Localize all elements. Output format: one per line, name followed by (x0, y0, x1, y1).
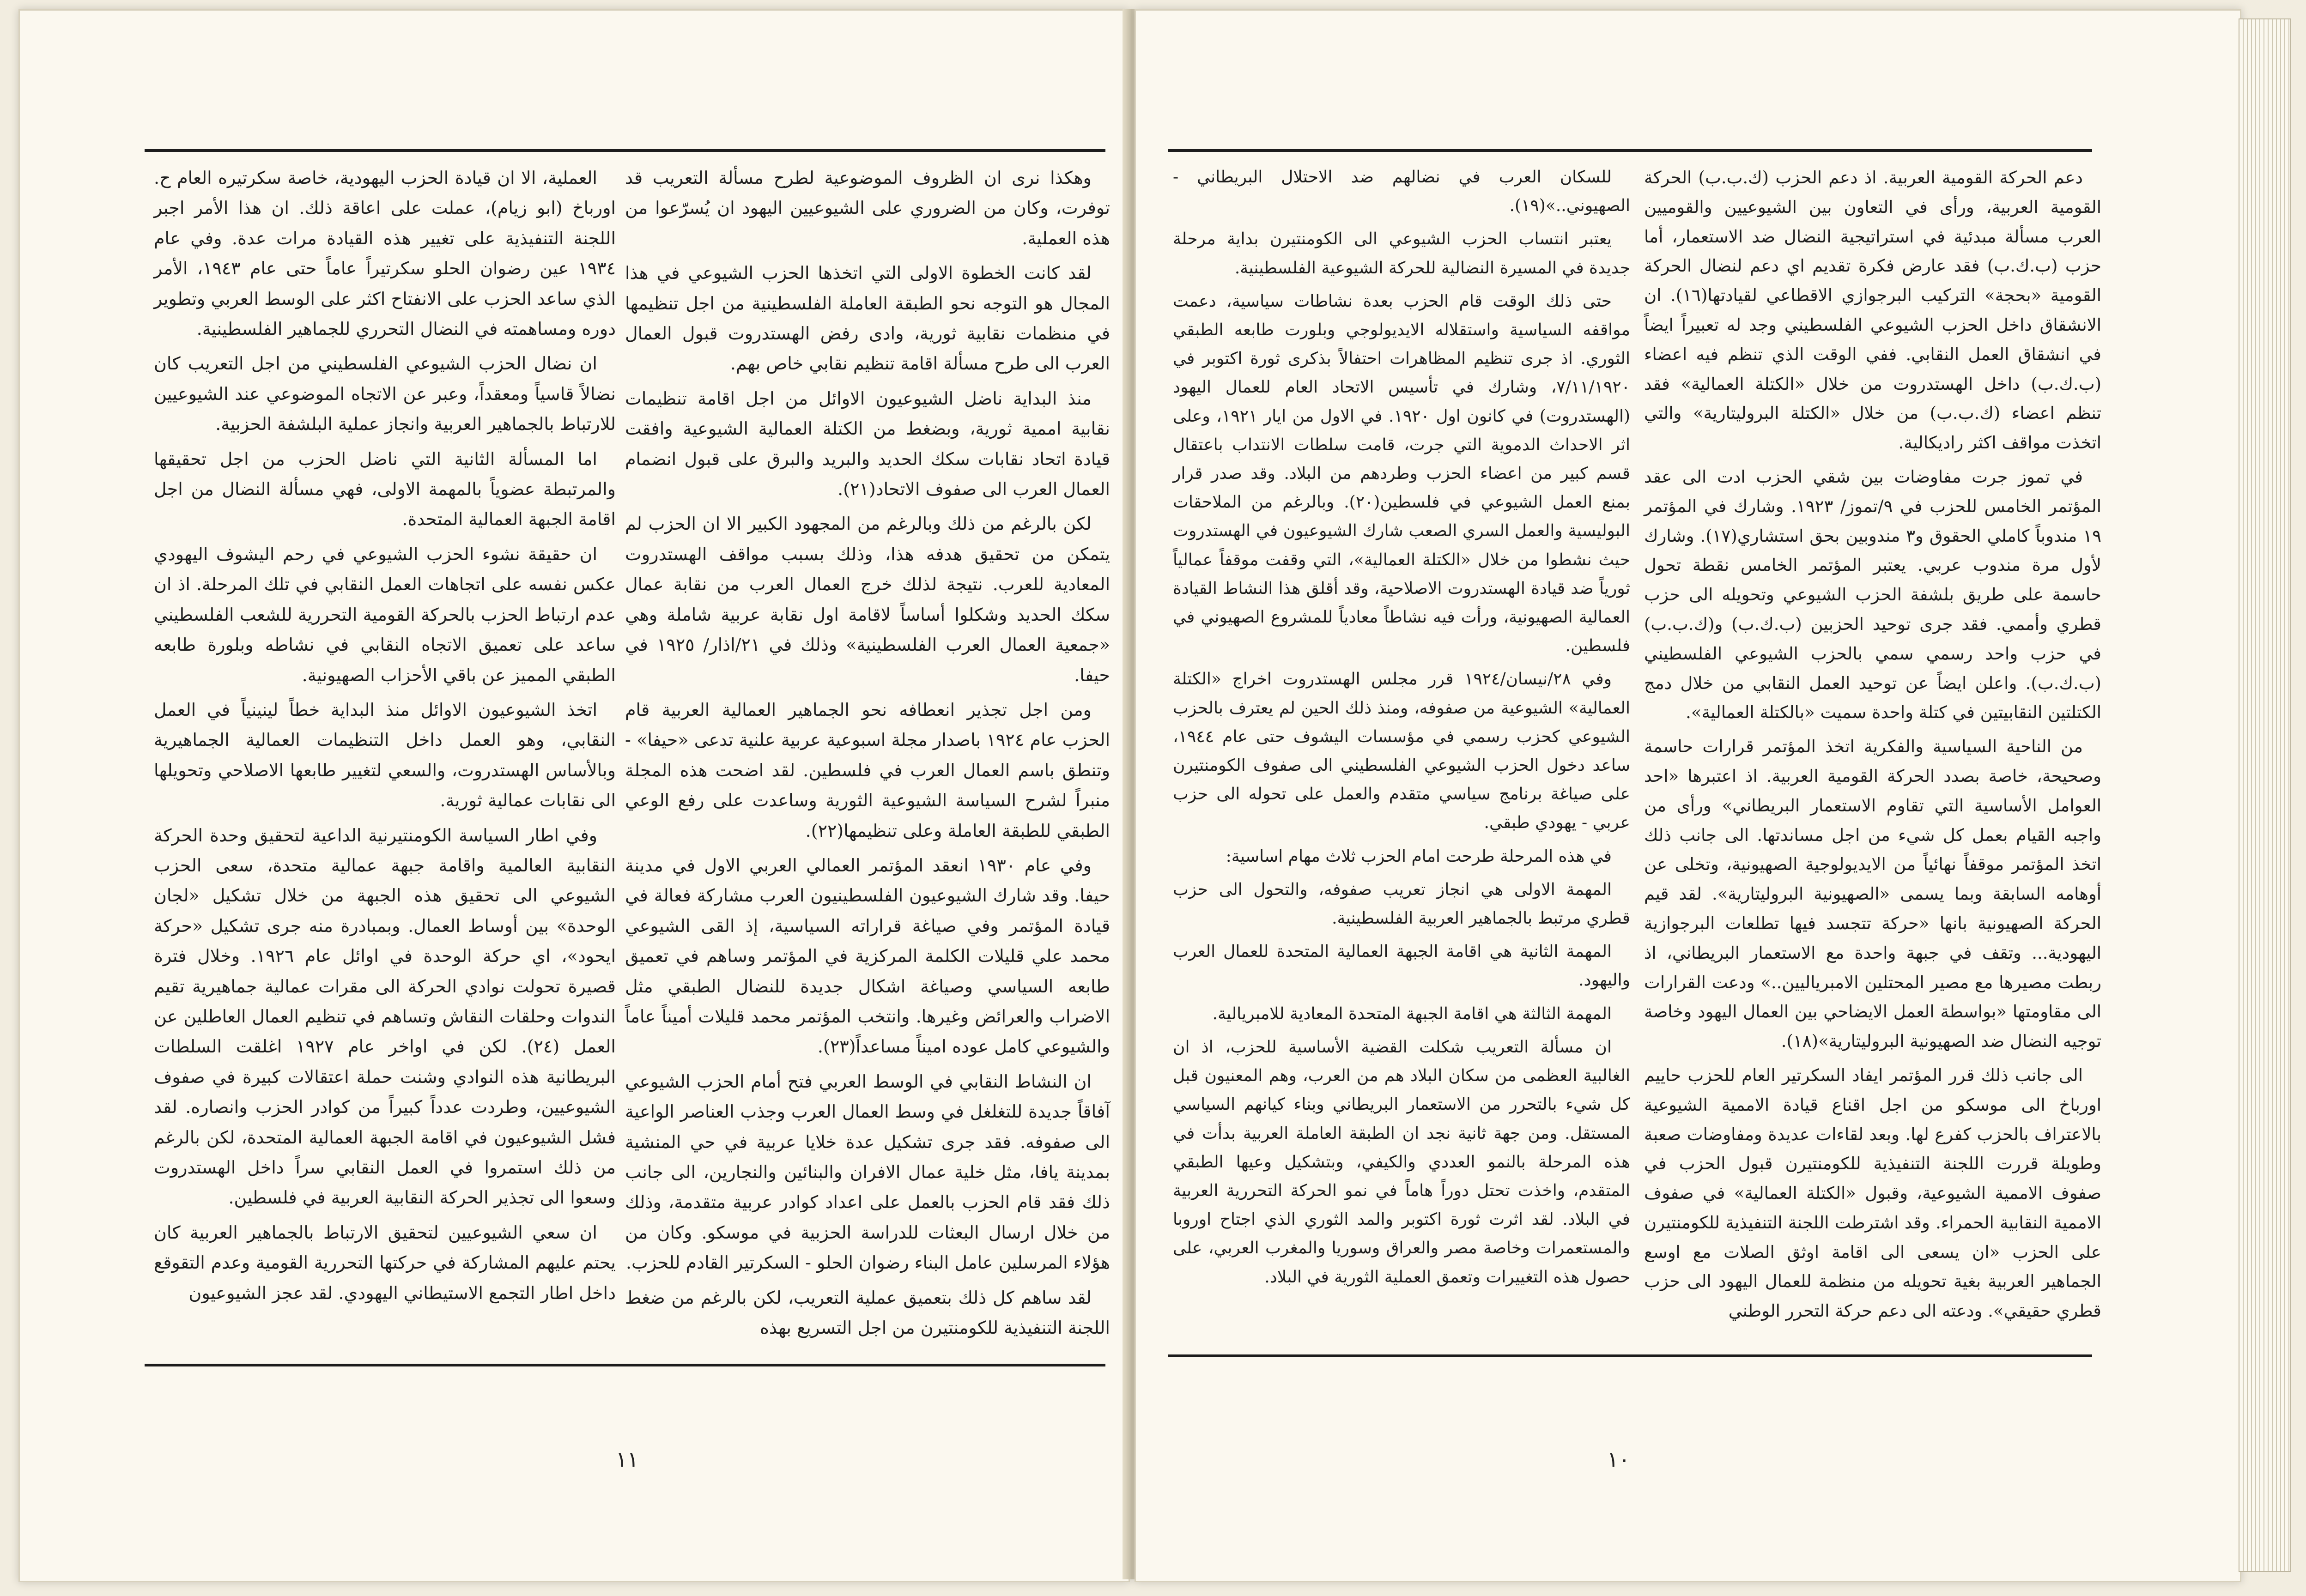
paragraph: للسكان العرب في نضالهم ضد الاحتلال البريطاني - الصهيوني..»(١٩). (1173, 168, 1630, 216)
page-number: ١١ (616, 1447, 639, 1472)
paragraph: وفي عام ١٩٣٠ انعقد المؤتمر العمالي العربي الاول في مدينة حيفا. وقد شارك الشيوعيون الفلسطينيون العرب مشاركة فعالة في قيادة المؤتمر وفي صياغة قراراته السياسية، إذ القى الشيوعي محمد علي قليلات الكلمة المركزية في المؤتمر وساهم في تعميق طابعه السياسي وصياغة اشكال جديدة للنضال الطبقي مثل الاضراب والعرائض وغيرها. وانتخب المؤتمر محمد قليلات أميناً عاماً والشيوعي كامل عوده اميناً مساعداً(٢٣). (625, 855, 1110, 1057)
bottom-rule (145, 1364, 1105, 1366)
left-page-left-column (154, 163, 616, 1350)
paragraph: من الناحية السياسية والفكرية اتخذ المؤتمر قرارات حاسمة وصحيحة، خاصة بصدد الحركة القومية العربية. اذ اعتبرها «احد العوامل الأساسية التي تقاوم الاستعمار البريطاني» ورأى من واجبه القيام بعمل كل شيء من اجل مساندتها. الى جانب ذلك اتخذ المؤتمر موقفاً نهائياً من الايديولوجية الصهيونية، وتخلى عن أوهامه السابقة وبما يسمى «الصهيونية البروليتارية». لقد قيم الحركة الصهيونية بانها «حركة تتجسد فيها تطلعات البرجوازية اليهودية... وتقف في جبهة واحدة مع الاستعمار البريطاني، اذ ربطت مصيرها مع مصير المحتلين الامبرياليين..» ودعت القرارات الى مقاومتها «بواسطة العمل الايضاحي بين العمال اليهود وخاصة توجيه النضال ضد الصهيونية البروليتارية»(١٨). (1644, 737, 2101, 1052)
left-page (18, 9, 1130, 1582)
paragraph: اتخذ الشيوعيون الاوائل منذ البداية خطاً لينينياً في العمل النقابي، وهو العمل داخل التنظيمات العمالية الجماهيرية وبالأساس الهستدروت، والسعي لتغيير طابعها الاصلاحي وتحويلها الى نقابات عمالية ثورية. (154, 699, 616, 811)
paragraph: وفي ٢٨/نيسان/١٩٢٤ قرر مجلس الهستدروت اخراج «الكتلة العمالية» الشيوعية من صفوفه، ومنذ ذلك الحين لم يعترف بالحزب الشيوعي كحزب رسمي في مؤسسات اليشوف حتى عام ١٩٤٤، ساعد دخول الحزب الشيوعي الفلسطيني الى صفوف الكومنتيرن على صياغة برنامج سياسي متقدم والعمل على تحوله الى حزب عربي - يهودي طبقي. (1173, 670, 1630, 833)
paragraph: يعتبر انتساب الحزب الشيوعي الى الكومنتيرن بداية مرحلة جديدة في المسيرة النضالية للحركة الشيوعية الفلسطينية. (1173, 230, 1630, 278)
paragraph: في تموز جرت مفاوضات بين شقي الحزب ادت الى عقد المؤتمر الخامس للحزب في ٩/تموز/ ١٩٢٣. وشارك في المؤتمر ١٩ مندوباً كاملي الحقوق و٣ مندوبين بحق استشاري(١٧). وشارك لأول مرة مندوب عربي. يعتبر المؤتمر الخامس نقطة تحول حاسمة على طريق بلشفة الحزب الشيوعي وتحويله الى حزب قطري وأممي. فقد جرى توحيد الحزبين (ب.ك.ب) و(ك.ب.ب) في حزب واحد رسمي سمي بالحزب الشيوعي الفلسطيني (ب.ك.ب). واعلن ايضاً عن توحيد العمل النقابي من خلال دمج الكتلتين النقابيتين في كتلة واحدة سميت «بالكتلة العمالية». (1644, 466, 2101, 723)
top-rule (145, 149, 1105, 152)
left-page-right-column (625, 163, 1110, 1350)
paragraph: ان نضال الحزب الشيوعي الفلسطيني من اجل التعريب كان نضالاً قاسياً ومعقداً، وعبر عن الاتجاه الموضوعي عند الشيوعيين للارتباط بالجماهير العربية وانجاز عملية البلشفة الحزبية. (154, 353, 616, 435)
paragraph: ومن اجل تجذير انعطافه نحو الجماهير العمالية العربية قام الحزب عام ١٩٢٤ باصدار مجلة اسبوعية عربية علنية تدعى «حيفا» - وتنطق باسم العمال العرب في فلسطين. لقد اضحت هذه المجلة منبراً لشرح السياسة الشيوعية الثورية وساعدت على رفع الوعي الطبقي للطبقة العاملة وعلى تنظيمها(٢٢). (625, 699, 1111, 841)
page-number: ١٠ (1607, 1447, 1630, 1472)
paragraph: ان سعي الشيوعيين لتحقيق الارتباط بالجماهير العربية كان يحتم عليهم المشاركة في حركتها التحررية القومية وعدم التقوقع داخل اطار التجمع الاستيطاني اليهودي. لقد عجز الشيوعيون (154, 1222, 616, 1303)
paragraph: ان النشاط النقابي في الوسط العربي فتح أمام الحزب الشيوعي آفاقاً جديدة للتغلغل في وسط العمال العرب وجذب العناصر الواعية الى صفوفه. فقد جرى تشكيل عدة خلايا عربية في حي المنشية بمدينة يافا، مثل خلية عمال الافران والبنائين والنجارين، الى جانب ذلك فقد قام الحزب بالعمل على اعداد كوادر عربية متقدمة، وذلك من خلال ارسال البعثات للدراسة الحزبية في موسكو. وكان من هؤلاء المرسلين عامل البناء رضوان الحلو - السكرتير القادم للحزب. (625, 1071, 1110, 1273)
paragraph: المهمة الثالثة هي اقامة الجبهة المتحدة المعادية للامبريالية. (1212, 1004, 1612, 1023)
paragraph: لقد كانت الخطوة الاولى التي اتخذها الحزب الشيوعي في هذا المجال هو التوجه نحو الطبقة العاملة الفلسطينية من اجل تنظيمها في منظمات نقابية ثورية، وادى رفض الهستدروت قبول العمال العرب الى طرح مسألة اقامة تنظيم نقابي خاص بهم. (625, 263, 1110, 374)
top-rule (1168, 149, 2092, 152)
paragraph: في هذه المرحلة طرحت امام الحزب ثلاث مهام اساسية: (1226, 846, 1612, 866)
paragraph: الى جانب ذلك قرر المؤتمر ايفاد السكرتير العام للحزب حاييم اورباخ الى موسكو من اجل اقناع قيادة الاممية الشيوعية بالاعتراف بالحزب كفرع لها. وبعد لقاءات عديدة ومفاوضات صعبة وطويلة قررت اللجنة التنفيذية للكومنتيرن قبول الحزب في صفوف الاممية الشيوعية، وقبول «الكتلة العمالية» في صفوف الاممية النقابية الحمراء. وقد اشترطت اللجنة التنفيذية للكومنتيرن على الحزب «ان يسعى الى اقامة اوثق الصلات مع اوسع الجماهير العربية بغية تحويله من منظمة للعمال اليهود الى حزب قطري حقيقي». ودعته الى دعم حركة التحرر الوطني (1644, 1065, 2101, 1321)
paragraph: دعم الحركة القومية العربية. اذ دعم الحزب (ك.ب.ب) الحركة القومية العربية، ورأى في التعاون بين الشيوعيين والقوميين العرب مسألة مبدئية في استراتيجية النضال ضد الاستعمار، أما حزب (ب.ك.ب) فقد عارض فكرة تقديم اي دعم لنضال الحركة القومية «بحجة» التركيب البرجوازي الاقطاعي لقيادتها(١٦). ان الانشقاق داخل الحزب الشيوعي الفلسطيني وجد له تعبيراً ايضاً في انشقاق العمل النقابي. ففي الوقت الذي تنظم فيه اعضاء (ب.ك.ب) داخل الهستدروت من خلال «الكتلة العمالية» فقد تنظم اعضاء (ك.ب.ب) من خلال «الكتلة البروليتارية» والتي اتخذت مواقف اكثر راديكالية. (1644, 168, 2101, 453)
right-page-right-column (1644, 163, 2101, 1345)
paragraph: المهمة الاولى هي انجاز تعريب صفوفه، والتحول الى حزب قطري مرتبط بالجماهير العربية الفلسطينية. (1173, 880, 1630, 928)
page-edges (2239, 18, 2291, 1572)
paragraph: ان حقيقة نشوء الحزب الشيوعي في رحم اليشوف اليهودي عكس نفسه على اتجاهات العمل النقابي في تلك المرحلة. اذ ان عدم ارتباط الحزب بالحركة القومية التحررية للشعب الفلسطيني ساعد على تعميق الاتجاه النقابي في نشاطه وبلورة طابعه الطبقي المميز عن باقي الأحزاب الصهيونية. (154, 544, 616, 685)
right-page (1135, 9, 2241, 1582)
paragraph: وفي اطار السياسة الكومنتيرنية الداعية لتحقيق وحدة الحركة النقابية العالمية واقامة جبهة عمالية متحدة، سعى الحزب الشيوعي الى تحقيق هذه الجبهة من خلال تشكيل «لجان الوحدة» بين أوساط العمال. وبمبادرة منه جرى تشكيل «حركة ايحود»، اي حركة الوحدة في اوائل عام ١٩٢٦. وخلال فترة قصيرة تحولت نوادي الحركة الى مقرات عمالية جماهيرية تقيم الندوات وحلقات النقاش وتساهم في تنظيم العمال العاطلين عن العمل (٢٤). لكن في اواخر عام ١٩٢٧ اغلقت السلطات البريطانية هذه النوادي وشنت حملة اعتقالات كبيرة في صفوف الشيوعيين، وطردت عدداً كبيراً من كوادر الحزب وانصاره. لقد فشل الشيوعيون في اقامة الجبهة العمالية المتحدة، لكن بالرغم من ذلك استمروا في العمل النقابي سراً داخل الهستدروت وسعوا الى تجذير الحركة النقابية العربية في فلسطين. (154, 825, 616, 1208)
paragraph: ان مسألة التعريب شكلت القضية الأساسية للحزب، اذ ان الغالبية العظمى من سكان البلاد هم من العرب، وهم المعنيون قبل كل شيء بالتحرر من الاستعمار البريطاني وبناء كيانهم السياسي المستقل. ومن جهة ثانية نجد ان الطبقة العاملة العربية بدأت في هذه المرحلة بالنمو العددي والكيفي، وبتشكيل وعيها الطبقي المتقدم، واخذت تحتل دوراً هاماً في نمو الحركة التحررية العربية في البلاد. لقد اثرت ثورة اكتوبر والمد الثوري الذي اجتاح اوروبا والمستعمرات وخاصة مصر والعراق وسوريا والمغرب العربي، على حصول هذه التغييرات وتعمق العملية الثورية في البلاد. (1173, 1037, 1630, 1287)
right-page-left-column (1173, 163, 1630, 1345)
paragraph: حتى ذلك الوقت قام الحزب بعدة نشاطات سياسية، دعمت مواقفه السياسية واستقلاله الايديولوجي وبلورت طابعه الطبقي الثوري. اذ جرى تنظيم المظاهرات احتفالاً بذكرى ثورة اكتوبر في ٧/١١/١٩٢٠، وشارك في تأسيس الاتحاد العام للعمال اليهود (الهستدروت) في كانون اول ١٩٢٠. في الاول من ايار ١٩٢١، وعلى اثر الاحداث الدموية التي جرت، قامت سلطات الانتداب باعتقال قسم كبير من اعضاء الحزب وطردهم من البلاد. وقد صدر قرار بمنع العمل الشيوعي في فلسطين(٢٠). وبالرغم من الملاحقات البوليسية والعمل السري الصعب شارك الشيوعيون في الهستدروت حيث نشطوا من خلال «الكتلة العمالية»، التي وقفت موقفاً عمالياً ثورياً ضد قيادة الهستدروت الاصلاحية، وقد أقلق هذا النشاط القيادة العمالية الصهيونية، ورأت فيه نشاطاً معادياً للمشروع الصهيوني في فلسطين. (1173, 291, 1630, 656)
paragraph: لقد ساهم كل ذلك بتعميق عملية التعريب، لكن بالرغم من ضغط اللجنة التنفيذية للكومنتيرن من اجل التسريع بهذه (625, 1287, 1110, 1338)
paragraph: العملية، الا ان قيادة الحزب اليهودية، خاصة سكرتيره العام ح. اورباخ (ابو زيام)، عملت على اعاقة ذلك. ان هذا الأمر اجبر اللجنة التنفيذية على تغيير هذه القيادة مرات عدة. وفي عام ١٩٣٤ عين رضوان الحلو سكرتيراً عاماً حتى عام ١٩٤٣، الأمر الذي ساعد الحزب على الانفتاح اكثر على الوسط العربي وتطوير دوره ومساهمته في النضال التحرري للجماهير الفلسطينية. (154, 168, 616, 339)
paragraph: منذ البداية ناضل الشيوعيون الاوائل من اجل اقامة تنظيمات نقابية اممية ثورية، وبضغط من الكتلة العمالية الشيوعية وافقت قيادة اتحاد نقابات سكك الحديد والبريد والبرق على قبول انضمام العمال العرب الى صفوف الاتحاد(٢١). (625, 388, 1110, 500)
bottom-rule (1168, 1354, 2092, 1357)
paragraph: اما المسألة الثانية التي ناضل الحزب من اجل تحقيقها والمرتبطة عضوياً بالمهمة الاولى، فهي مسألة النضال من اجل اقامة الجبهة العمالية المتحدة. (154, 448, 616, 530)
paragraph: المهمة الثانية هي اقامة الجبهة العمالية المتحدة للعمال العرب واليهود. (1173, 942, 1630, 990)
paragraph: وهكذا نرى ان الظروف الموضوعية لطرح مسألة التعريب قد توفرت، وكان من الضروري على الشيوعيين اليهود ان يُسرّعوا من هذه العملية. (625, 168, 1110, 248)
paragraph: لكن بالرغم من ذلك وبالرغم من المجهود الكبير الا ان الحزب لم يتمكن من تحقيق هدفه هذا، وذلك بسبب مواقف الهستدروت المعادية للعرب. نتيجة لذلك خرج العمال العرب من نقابة عمال سكك الحديد وشكلوا أساساً لاقامة اول نقابة عربية شاملة وهي «جمعية العمال العرب الفلسطينية» وذلك في ٢١/اذار/ ١٩٢٥ في حيفا. (625, 514, 1111, 685)
